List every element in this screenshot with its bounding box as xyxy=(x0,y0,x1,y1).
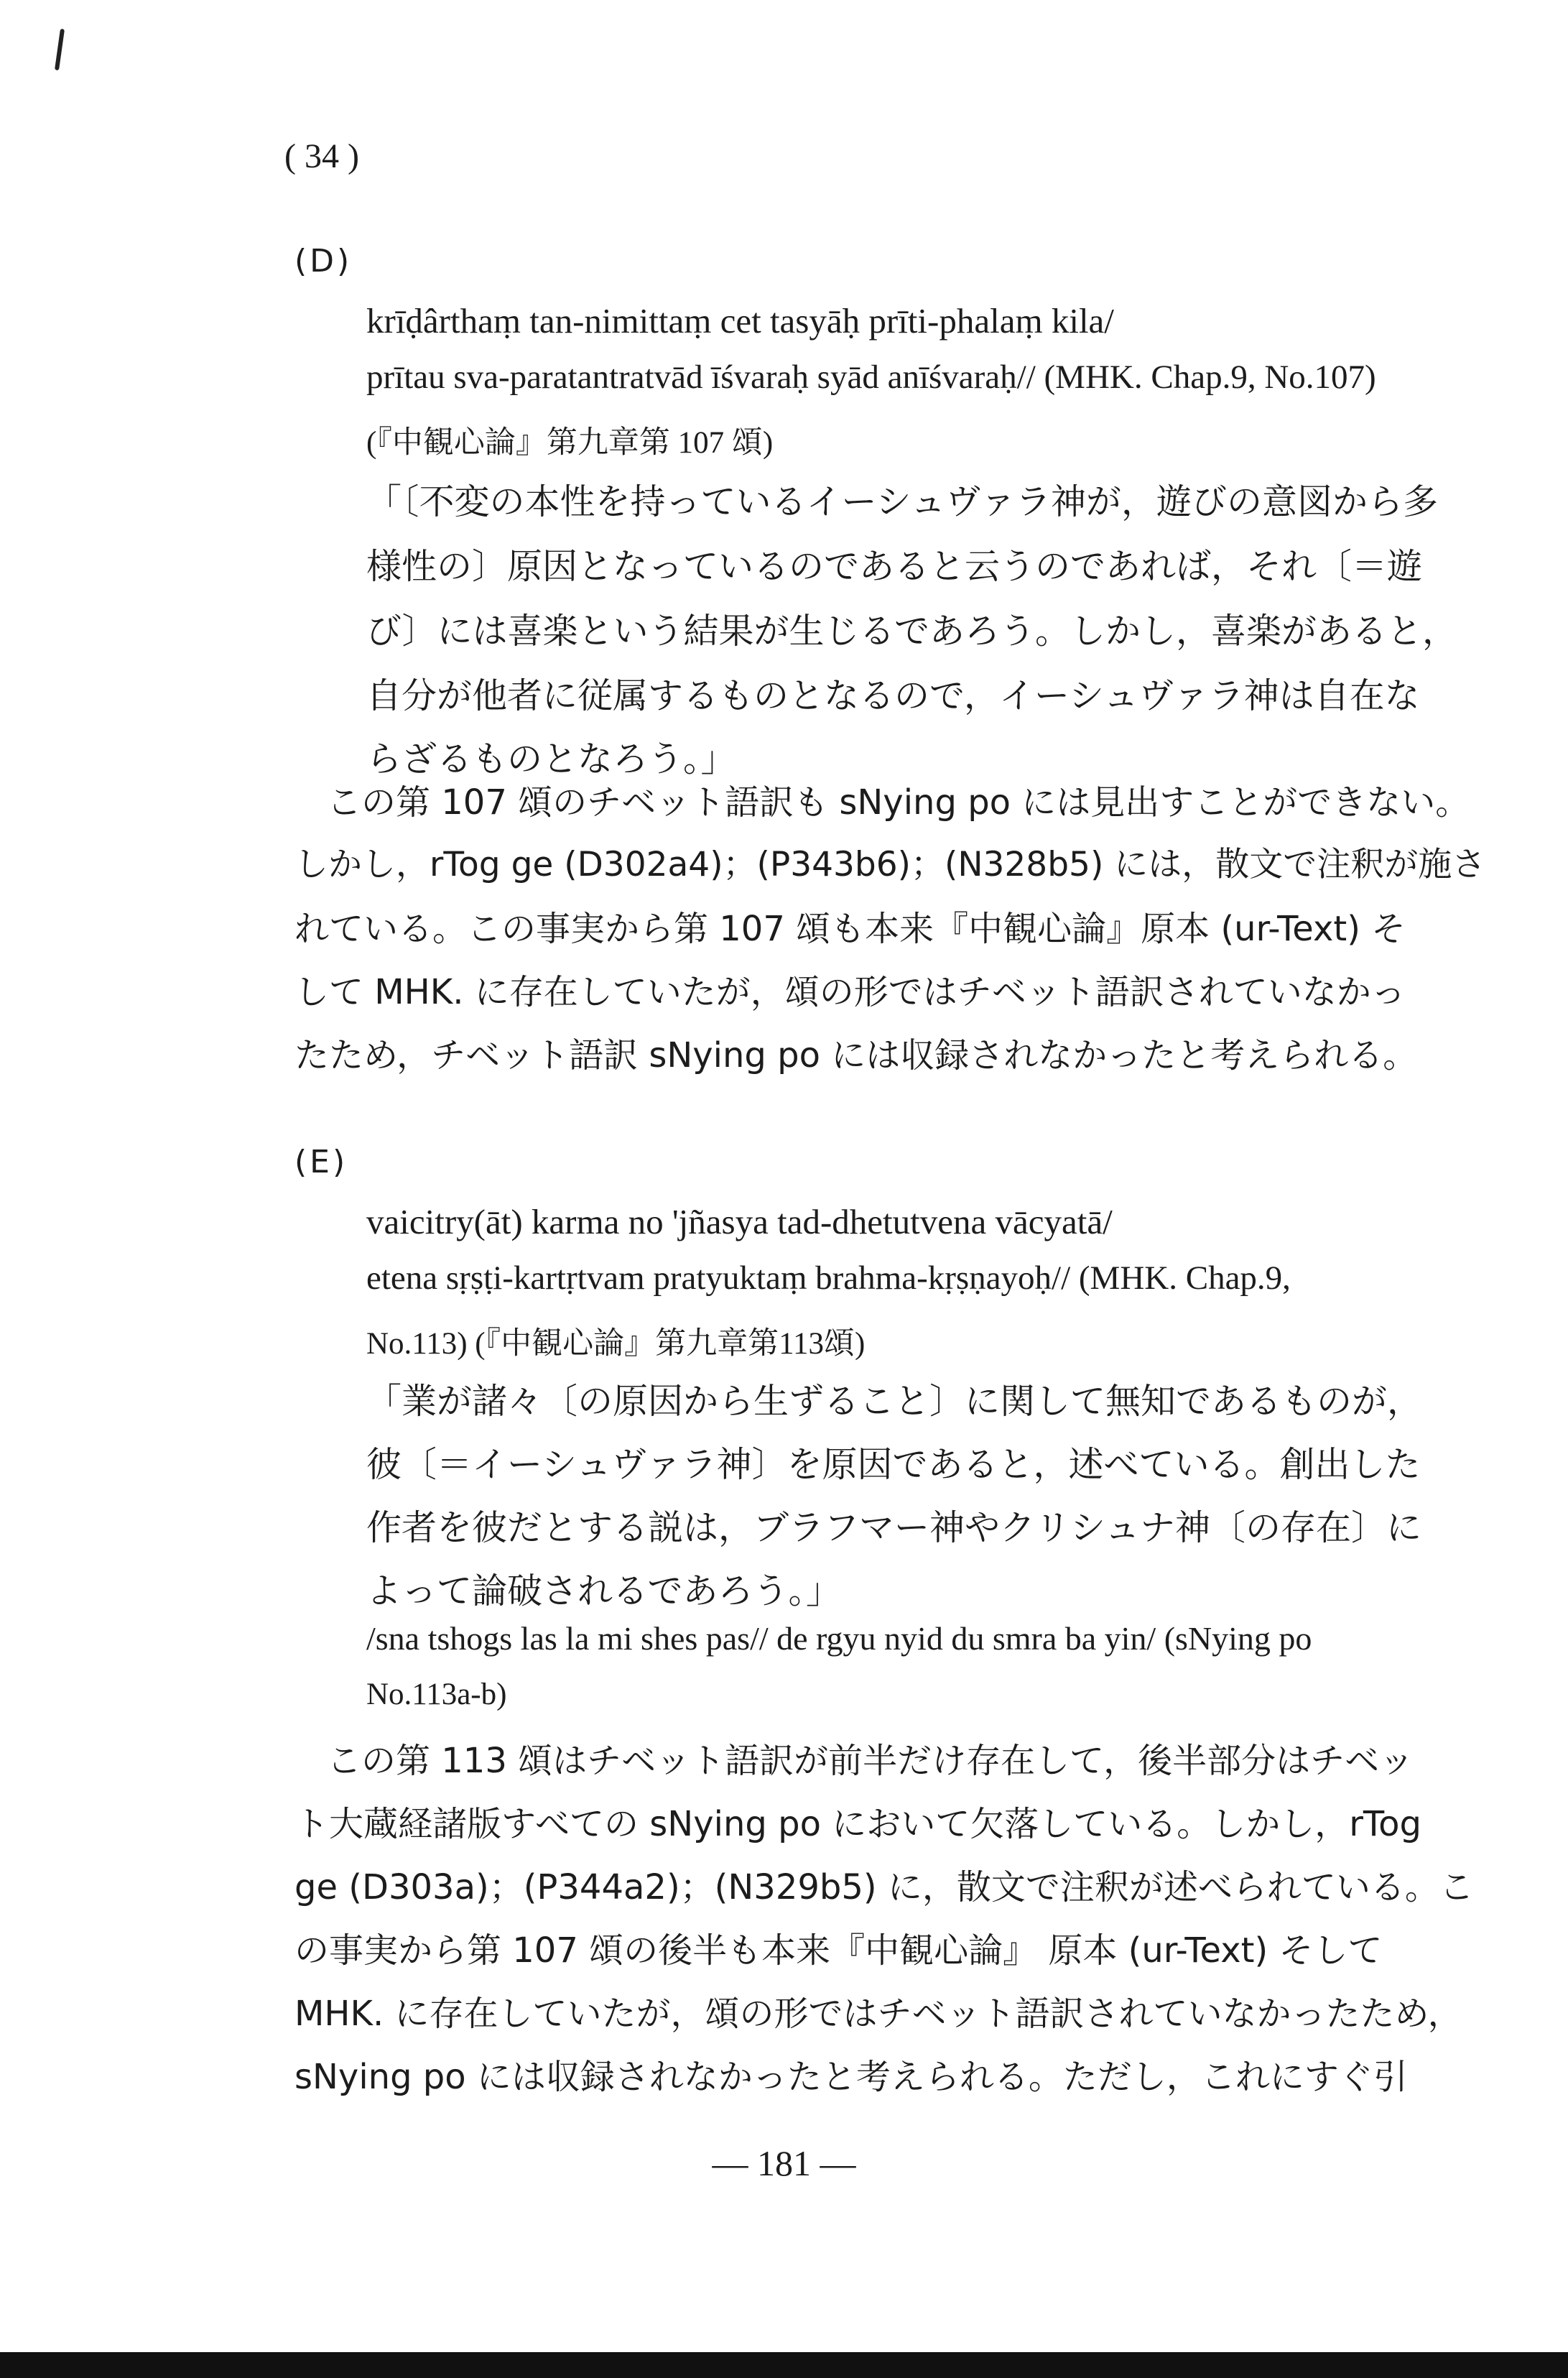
page-header-number: ( 34 ) xyxy=(284,137,359,175)
scan-bottom-edge xyxy=(0,2352,1568,2378)
translation-e-line: よって論破されるであろう。」 xyxy=(366,1570,842,1611)
section-e-label: (E) xyxy=(294,1144,348,1180)
verse-e-line-3: No.113) (『中観心論』第九章第113頌) xyxy=(366,1327,866,1361)
commentary-e-line: sNying po には収録されなかったと考えられる。ただし，これにすぐ引 xyxy=(294,2057,1408,2097)
commentary-d-line: しかし，rTog ge (D302a4)；(P343b6)；(N328b5) には，散文で注釈が施さ xyxy=(294,845,1486,884)
page-number: — 181 — xyxy=(712,2143,856,2183)
commentary-e-line: この第 113 頌はチベット語訳が前半だけ存在して，後半部分はチベッ xyxy=(327,1741,1414,1781)
commentary-e-line: MHK. に存在していたが，頌の形ではチベット語訳されていなかったため， xyxy=(294,1994,1462,2034)
verse-e-line-1: vaicitry(āt) karma no 'jñasya tad-dhetutvena vācyatā/ xyxy=(366,1202,1113,1241)
translation-d-line: 自分が他者に従属するものとなるので，イーシュヴァラ神は自在な xyxy=(366,675,1420,716)
commentary-e-line: の事実から第 107 頌の後半も本来『中観心論』 原本 (ur-Text) そして xyxy=(294,1930,1383,1971)
tibetan-line-1: /sna tshogs las la mi shes pas// de rgyu nyid du smra ba yin/ (sNying po xyxy=(366,1620,1312,1657)
section-d-label: (D) xyxy=(294,243,353,279)
translation-d-line: 「〔不変の本性を持っているイーシュヴァラ神が，遊びの意図から多 xyxy=(366,481,1439,522)
commentary-d-line: たため，チベット語訳 sNying po には収録されなかったと考えられる。 xyxy=(294,1035,1418,1075)
commentary-d-line: この第 107 頌のチベット語訳も sNying po には見出すことができない。 xyxy=(327,782,1470,823)
translation-d-line: び〕には喜楽という結果が生じるであろう。しかし，喜楽があると， xyxy=(366,611,1458,652)
translation-d-line: らざるものとなろう。」 xyxy=(366,739,736,779)
commentary-d-line: れている。この事実から第 107 頌も本来『中観心論』原本 (ur-Text) そ xyxy=(294,909,1406,949)
translation-d-line: 様性の〕原因となっているのであると云うのであれば，それ〔＝遊 xyxy=(366,546,1423,587)
commentary-e-line: ト大蔵経諸版すべての sNying po において欠落している。しかし，rTog xyxy=(294,1804,1421,1844)
scan-edge-mark xyxy=(55,29,65,70)
commentary-d-line: して MHK. に存在していたが，頌の形ではチベット語訳されていなかっ xyxy=(294,972,1406,1012)
verse-d-line-1: krīḍârthaṃ tan-nimittaṃ cet tasyāḥ prīti-phalaṃ kila/ xyxy=(366,301,1114,341)
commentary-e-line: ge (D303a)；(P344a2)；(N329b5) に，散文で注釈が述べられている。こ xyxy=(294,1867,1474,1907)
translation-e-line: 「業が諸々〔の原因から生ずること〕に関して無知であるものが， xyxy=(366,1381,1423,1422)
verse-d-source: (『中観心論』第九章第 107 頌) xyxy=(366,426,774,460)
verse-d-line-2: prītau sva-paratantratvād īśvaraḥ syād anīśvaraḥ// (MHK. Chap.9, No.107) xyxy=(366,358,1376,396)
translation-e-line: 作者を彼だとする説は，ブラフマー神やクリシュナ神〔の存在〕に xyxy=(366,1507,1422,1548)
verse-e-line-2: etena sṛṣṭi-kartṛtvam pratyuktaṃ brahma-kṛṣṇayoḥ// (MHK. Chap.9, xyxy=(366,1259,1291,1297)
tibetan-line-2: No.113a-b) xyxy=(366,1678,507,1711)
translation-e-line: 彼〔＝イーシュヴァラ神〕を原因であると，述べている。創出した xyxy=(366,1444,1421,1485)
